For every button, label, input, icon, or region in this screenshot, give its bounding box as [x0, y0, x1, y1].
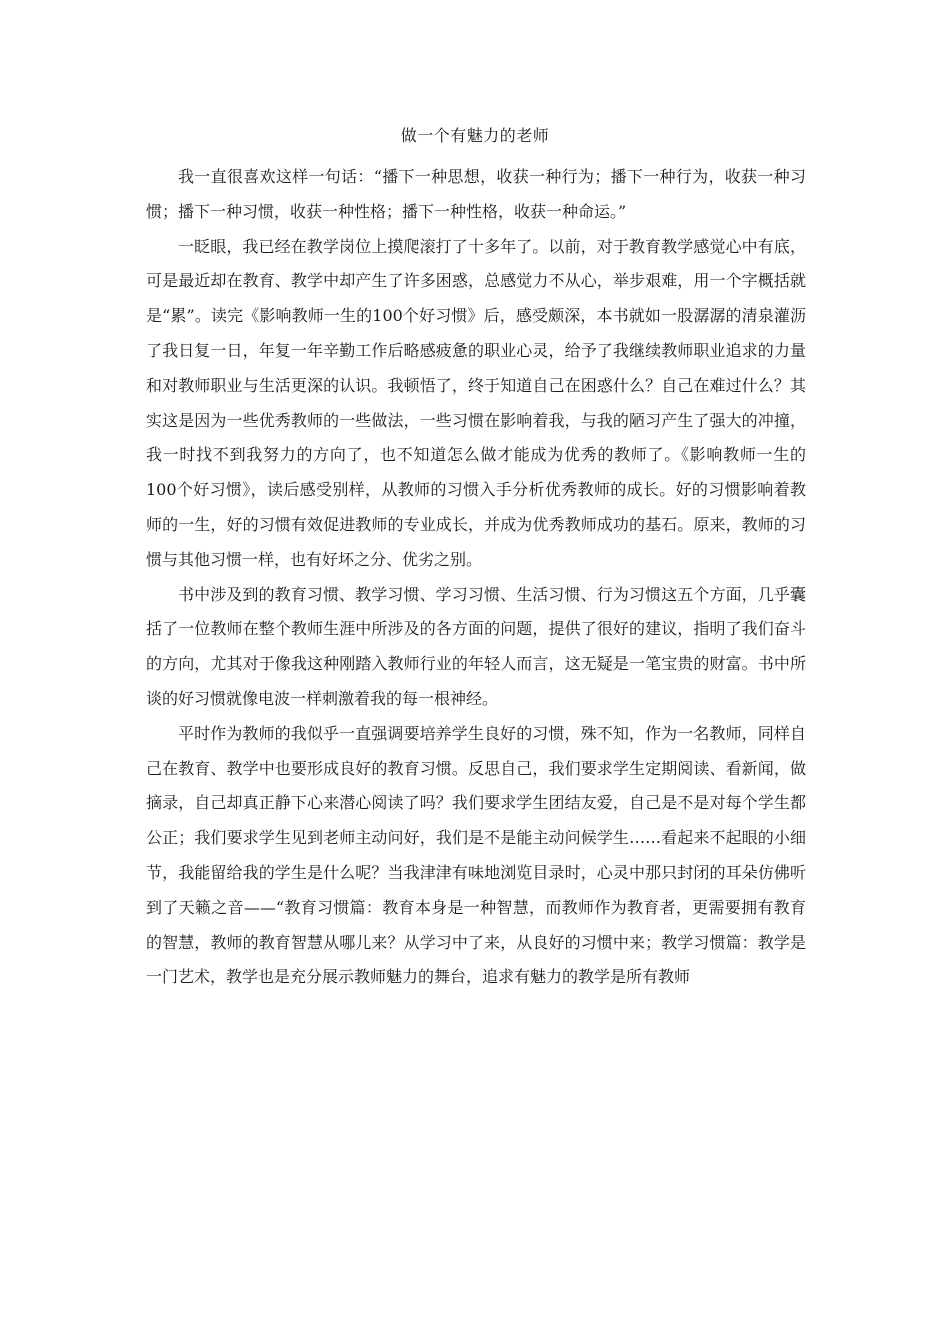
- paragraph-4: 平时作为教师的我似乎一直强调要培养学生良好的习惯，殊不知，作为一名教师，同样自己在教育、教学中也要形成良好的教育习惯。反思自己，我们要求学生定期阅读、看新闻，做摘录，自己却真正静下心来潜心阅读了吗？我们要求学生团结友爱，自己是不是对每个学生都公正；我们要求学生见到老师主动问好，我们是不是能主动问候学生……看起来不起眼的小细节，我能留给我的学生是什么呢？当我津津有味地浏览目录时，心灵中那只封闭的耳朵仿佛听到了天籁之音——“教育习惯篇：教育本身是一种智慧，而教师作为教育者，更需要拥有教育的智慧，教师的教育智慧从哪儿来？从学习中了来，从良好的习惯中来；教学习惯篇：教学是一门艺术，教学也是充分展示教师魅力的舞台，追求有魅力的教学是所有教师: [146, 723, 806, 987]
- paragraph-2: 一眨眼，我已经在教学岗位上摸爬滚打了十多年了。以前，对于教育教学感觉心中有底，可是最近却在教育、教学中却产生了许多困惑，总感觉力不从心，举步艰难，用一个字概括就是“累”。读完《影响教师一生的100个好习惯》后，感受颇深，本书就如一股潺潺的清泉灌沥了我日复一日，年复一年辛勤工作后略感疲惫的职业心灵，给予了我继续教师职业追求的力量和对教师职业与生活更深的认识。我顿悟了，终于知道自己在困惑什么？自己在难过什么？其实这是因为一些优秀教师的一些做法，一些习惯在影响着我，与我的陋习产生了强大的冲撞，我一时找不到我努力的方向了，也不知道怎么做才能成为优秀的教师了。《影响教师一生的100个好习惯》，读后感受别样，从教师的习惯入手分析优秀教师的成长。好的习惯影响着教师的一生，好的习惯有效促进教师的专业成长，并成为优秀教师成功的基石。原来，教师的习惯与其他习惯一样，也有好坏之分、优劣之别。: [146, 236, 806, 569]
- paragraph-3: 书中涉及到的教育习惯、教学习惯、学习习惯、生活习惯、行为习惯这五个方面，几乎囊括了一位教师在整个教师生涯中所涉及的各方面的问题，提供了很好的建议，指明了我们奋斗的方向，尤其对于像我这种刚踏入教师行业的年轻人而言，这无疑是一笔宝贵的财富。书中所谈的好习惯就像电波一样刺激着我的每一根神经。: [146, 584, 806, 708]
- paragraph-1: 我一直很喜欢这样一句话：“播下一种思想，收获一种行为；播下一种行为，收获一种习惯；播下一种习惯，收获一种性格；播下一种性格，收获一种命运。”: [146, 167, 806, 221]
- document-body: [146, 160, 806, 995]
- document-title: 做一个有魅力的老师: [400, 126, 550, 145]
